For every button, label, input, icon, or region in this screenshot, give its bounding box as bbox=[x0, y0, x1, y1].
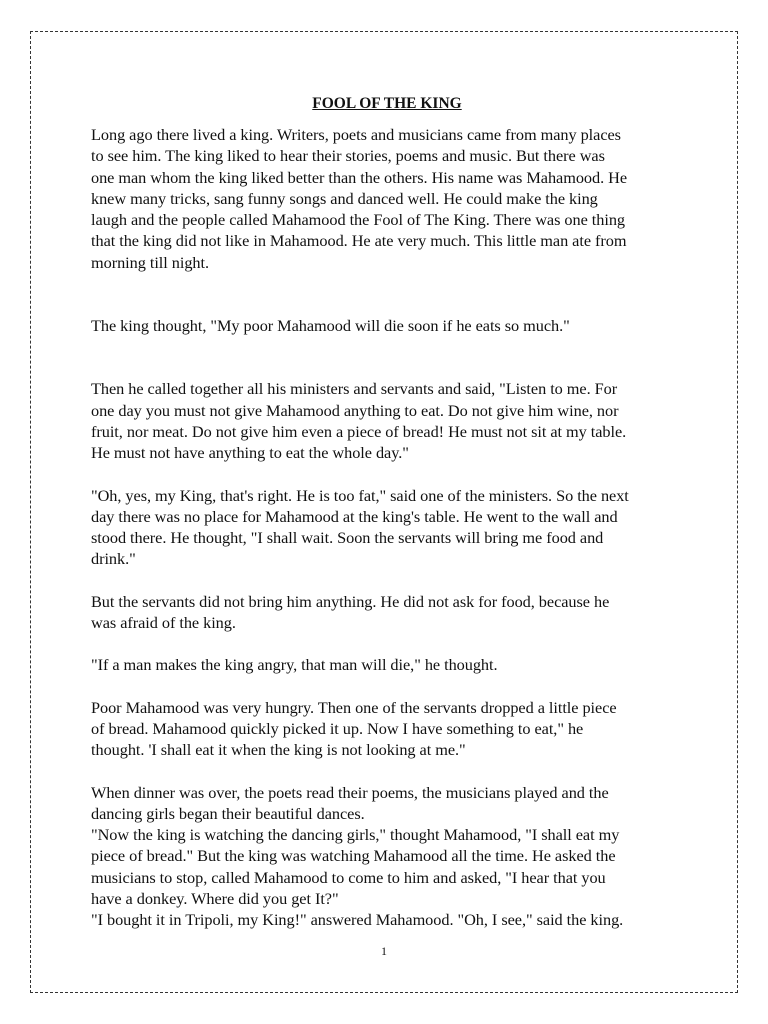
text-line: "If a man makes the king angry, that man will die," he thought. bbox=[91, 655, 498, 675]
paragraph-5 bbox=[91, 591, 681, 634]
text-line: knew many tricks, sang funny songs and danced well. He could make the king bbox=[91, 188, 598, 208]
text-line: The king thought, "My poor Mahamood will die soon if he eats so much." bbox=[91, 316, 570, 336]
text-line: piece of bread." But the king was watching Mahamood all the time. He asked the bbox=[91, 846, 616, 866]
text-line: fruit, nor meat. Do not give him even a piece of bread! He must not sit at my table. bbox=[91, 421, 627, 441]
paragraph-6 bbox=[91, 654, 681, 675]
text-line: Then he called together all his ministers and servants and said, "Listen to me. For bbox=[91, 379, 618, 399]
text-line: "I bought it in Tripoli, my King!" answered Mahamood. "Oh, I see," said the king. bbox=[91, 910, 624, 930]
text-line: day there was no place for Mahamood at the king's table. He went to the wall and bbox=[91, 506, 618, 526]
text-line: have a donkey. Where did you get It?" bbox=[91, 889, 339, 909]
text-line: drink." bbox=[91, 549, 136, 569]
paragraph-4 bbox=[91, 485, 681, 570]
text-line: "Now the king is watching the dancing girls," thought Mahamood, "I shall eat my bbox=[91, 825, 620, 845]
page-number: 1 bbox=[381, 944, 387, 958]
document-title: FOOL OF THE KING bbox=[312, 95, 462, 112]
text-line: was afraid of the king. bbox=[91, 613, 236, 633]
paragraph-1 bbox=[91, 124, 681, 273]
text-line: When dinner was over, the poets read their poems, the musicians played and the bbox=[91, 782, 609, 802]
paragraph-7 bbox=[91, 697, 681, 761]
text-line: one man whom the king liked better than the others. His name was Mahamood. He bbox=[91, 167, 628, 187]
text-line: that the king did not like in Mahamood. He ate very much. This little man ate from bbox=[91, 231, 627, 251]
text-line: "Oh, yes, my King, that's right. He is too fat," said one of the ministers. So the next bbox=[91, 485, 629, 505]
page-content bbox=[91, 94, 681, 931]
text-line: to see him. The king liked to hear their stories, poems and music. But there was bbox=[91, 146, 605, 166]
text-line: one day you must not give Mahamood anything to eat. Do not give him wine, nor bbox=[91, 400, 619, 420]
text-line: of bread. Mahamood quickly picked it up. Now I have something to eat," he bbox=[91, 718, 584, 738]
text-line: musicians to stop, called Mahamood to come to him and asked, "I hear that you bbox=[91, 867, 606, 887]
text-line: He must not have anything to eat the whole day." bbox=[91, 443, 409, 463]
text-line: thought. 'I shall eat it when the king is not looking at me." bbox=[91, 740, 466, 760]
paragraph-3 bbox=[91, 378, 681, 463]
text-line: Long ago there lived a king. Writers, poets and musicians came from many places bbox=[91, 125, 621, 144]
text-line: morning till night. bbox=[91, 252, 209, 272]
text-line: laugh and the people called Mahamood the Fool of The King. There was one thing bbox=[91, 210, 626, 230]
text-line: dancing girls began their beautiful dances. bbox=[91, 803, 365, 823]
paragraph-8 bbox=[91, 782, 681, 931]
text-line: But the servants did not bring him anything. He did not ask for food, because he bbox=[91, 591, 610, 611]
text-line: stood there. He thought, "I shall wait. Soon the servants will bring me food and bbox=[91, 528, 604, 548]
text-line: Poor Mahamood was very hungry. Then one of the servants dropped a little piece bbox=[91, 697, 617, 717]
paragraph-2 bbox=[91, 315, 681, 336]
